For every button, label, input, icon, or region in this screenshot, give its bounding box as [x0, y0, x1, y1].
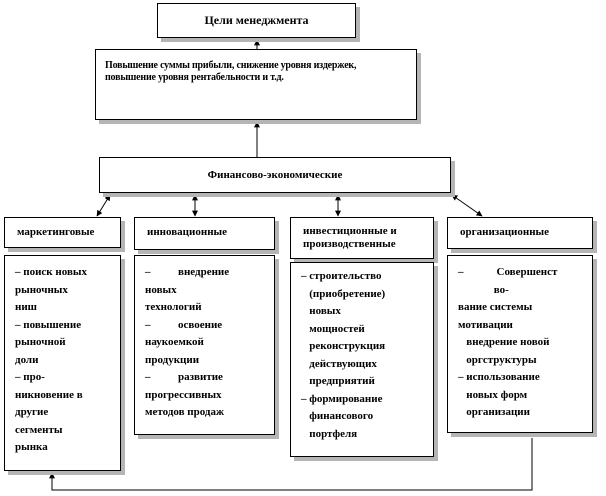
column-line: внедрение новой: [458, 336, 550, 348]
column-line: – формирование: [301, 392, 383, 405]
financial-title: Финансово-экономические: [207, 169, 343, 181]
column-line: вание системы: [458, 301, 533, 313]
marketing-body: [4, 255, 121, 471]
goals-title: Цели менеджмента: [204, 13, 309, 27]
column-line: реконструкция: [301, 340, 386, 352]
column-line: – поиск новых: [15, 266, 87, 278]
column-line: рыночной: [15, 336, 66, 348]
goals-box: [157, 3, 356, 38]
column-line: – повышение: [15, 318, 82, 331]
column-line: мощностей: [301, 322, 365, 335]
innovation-title: инновационные: [147, 226, 228, 238]
column-line: во-: [458, 283, 509, 296]
targets-text: Повышение суммы прибыли, снижение уровня издержек, повышение уровня рентабельности и т.д.: [105, 60, 357, 83]
organizational-title: организационные: [460, 226, 550, 238]
column-line: другие: [15, 406, 49, 418]
investment-body: [290, 262, 434, 457]
column-line: организации: [458, 406, 530, 418]
column-line: доли: [15, 353, 39, 366]
organizational-header: [447, 217, 593, 249]
column-line: ниш: [15, 301, 37, 313]
column-line: – развитие: [145, 371, 223, 383]
marketing-title: маркетинговые: [17, 226, 95, 238]
column-line: прогрессивных: [145, 388, 222, 401]
column-line: оргструктуры: [458, 353, 537, 366]
column-line: – про-: [15, 371, 45, 383]
column-line: наукоемкой: [145, 336, 204, 348]
column-line: продукции: [145, 353, 200, 366]
column-line: никновение в: [15, 388, 83, 401]
column-line: – внедрение: [145, 266, 230, 278]
column-line: предприятий: [301, 375, 375, 387]
column-line: новых форм: [458, 388, 528, 401]
investment-title: [303, 225, 435, 251]
financial-box: [99, 157, 451, 193]
column-line: (приобретение): [301, 287, 386, 300]
column-line: финансового: [301, 410, 374, 422]
column-line: методов продаж: [145, 406, 224, 418]
organizational-body: [447, 255, 593, 433]
column-line: рынка: [15, 441, 48, 453]
innovation-body: [134, 255, 275, 435]
arrow-financial-marketing: [97, 195, 110, 216]
column-line: портфеля: [301, 427, 358, 440]
column-line: – строительство: [301, 270, 382, 282]
column-line: – Совершенст: [458, 266, 558, 278]
column-line: технологий: [145, 301, 202, 313]
investment-title-line-2: производственные: [303, 238, 396, 250]
arrow-financial-org: [452, 195, 482, 216]
column-line: – освоение: [145, 318, 223, 331]
column-line: – использование: [458, 371, 540, 383]
column-line: новых: [301, 305, 341, 317]
investment-title-line-1: инвестиционные и: [303, 225, 397, 237]
column-line: мотивации: [458, 318, 513, 331]
targets-box: [95, 49, 417, 120]
column-line: сегменты: [15, 423, 63, 436]
column-line: новых: [145, 283, 177, 296]
marketing-header: [4, 217, 121, 248]
column-line: действующих: [301, 357, 377, 370]
column-line: рыночных: [15, 283, 68, 296]
investment-header: [290, 217, 434, 259]
innovation-header: [134, 217, 275, 250]
